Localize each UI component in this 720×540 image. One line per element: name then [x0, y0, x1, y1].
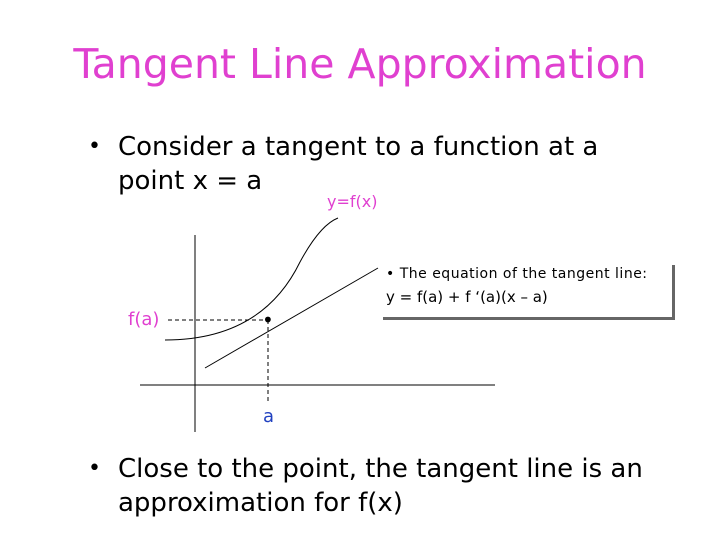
bullet-text: Close to the point, the tangent line is an approximation for f(x)	[118, 454, 643, 518]
callout-line-1: • The equation of the tangent line:	[386, 266, 648, 282]
bullet-symbol: •	[88, 456, 101, 481]
curve-label: y=f(x)	[327, 192, 378, 211]
slide-title: Tangent Line Approximation	[73, 40, 647, 88]
point-label-y: f(a)	[128, 309, 160, 330]
point-label-x: a	[263, 406, 275, 427]
callout-line-2: y = f(a) + f ‘(a)(x – a)	[386, 288, 548, 306]
bullet-symbol: •	[88, 134, 101, 159]
function-curve	[165, 218, 338, 340]
tangent-equation-callout	[380, 262, 672, 317]
bullet-text: Consider a tangent to a function at a point x = a	[118, 132, 599, 196]
tangent-line	[205, 268, 378, 368]
tangent-point: •	[262, 308, 274, 332]
